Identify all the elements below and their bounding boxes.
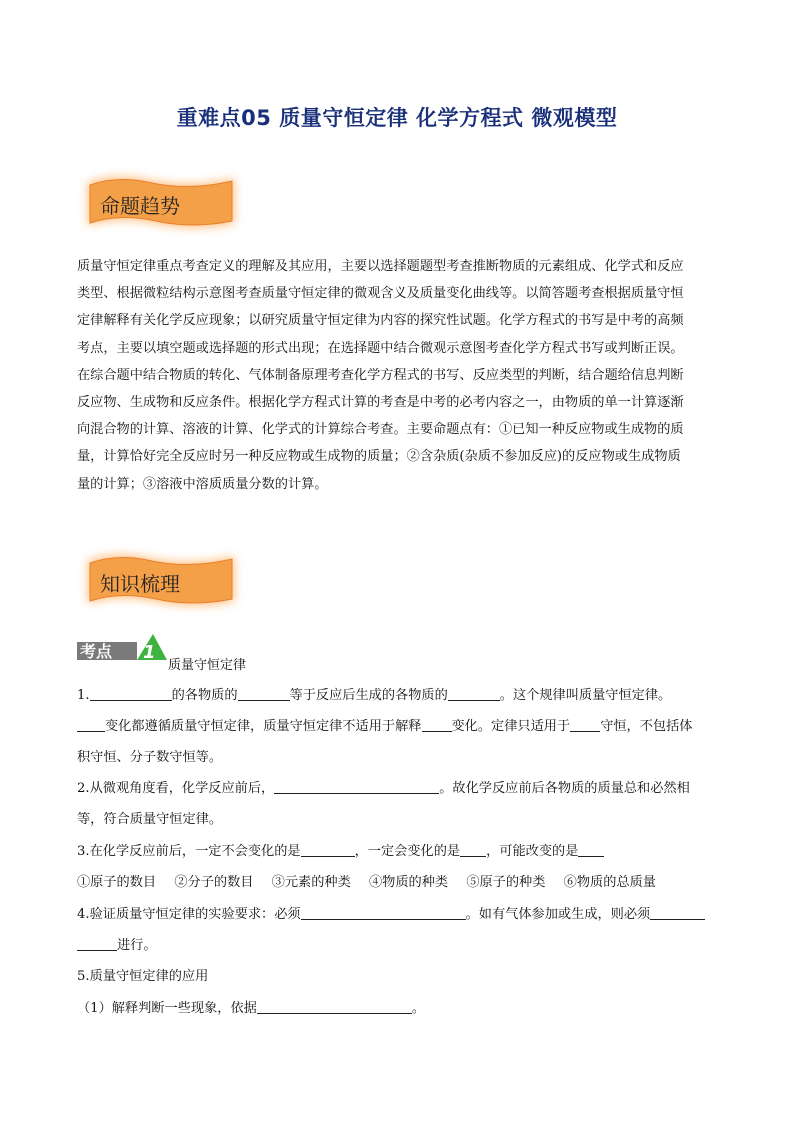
section-banner-knowledge <box>88 555 234 607</box>
item-line-6: 3.在化学反应前后，一定不会变化的是 ，一定会变化的是 ，可能改变的是 <box>77 840 727 859</box>
page-title: 重难点05 质量守恒定律 化学方程式 微观模型 <box>176 106 618 130</box>
banner-label: 命题趋势 <box>100 194 180 218</box>
fill-blank[interactable] <box>422 717 452 732</box>
item-line-3: 积守恒、分子数守恒等。 <box>77 750 223 765</box>
fill-blank[interactable] <box>77 936 117 951</box>
item-line-2: 变化都遵循质量守恒定律，质量守恒定律不适用于解释 变化。定律只适用于 守恒，不包括体 <box>77 715 727 734</box>
option-item: ③元素的种类 <box>271 875 351 890</box>
kaodian-badge-graphic <box>77 632 167 662</box>
item-line-4: 2.从微观角度看，化学反应前后， 。故化学反应前后各物质的质量总和必然相 <box>77 781 690 796</box>
options-line <box>77 871 727 890</box>
fill-blank[interactable] <box>238 686 290 701</box>
fill-blank[interactable] <box>301 842 355 857</box>
fill-blank[interactable] <box>301 905 466 920</box>
item-line-10: 5.质量守恒定律的应用 <box>77 969 209 984</box>
fill-blank[interactable] <box>90 686 172 701</box>
item-line-11: （1）解释判断一些现象，依据 。 <box>77 1001 426 1016</box>
paragraph-line: 反应物、生成物和反应条件。根据化学方程式计算的考查是中考的必考内容之一，由物质的单一计算逐渐 <box>77 395 684 411</box>
option-item: ①原子的数目 <box>77 875 157 890</box>
paragraph-line: 量的计算；③溶液中溶质质量分数的计算。 <box>77 476 328 492</box>
paragraph-line: 向混合物的计算、溶液的计算、化学式的计算综合考查。主要命题点有：①已知一种反应物或生成物的质 <box>77 422 684 438</box>
section-banner-trend <box>88 177 234 229</box>
fill-blank[interactable] <box>448 686 500 701</box>
fill-blank[interactable] <box>650 905 705 920</box>
item-line-1: 1. 的各物质的 等于反应后生成的各物质的 。这个规律叫质量守恒定律。 <box>77 688 672 703</box>
paragraph-line: 类型、根据微粒结构示意图考查质量守恒定律的微观含义及质量变化曲线等。以简答题考查根据质量守恒 <box>77 286 684 302</box>
item-line-9: 进行。 <box>77 934 727 953</box>
fill-blank[interactable] <box>460 842 486 857</box>
option-item: ⑤原子的种类 <box>466 875 546 890</box>
fill-blank[interactable] <box>570 717 600 732</box>
option-item: ④物质的种类 <box>368 875 449 890</box>
paragraph-line: 质量守恒定律重点考查定义的理解及其应用，主要以选择题题型考查推断物质的元素组成、化学式和反应 <box>77 259 684 274</box>
paragraph-line: 在综合题中结合物质的转化、气体制备原理考查化学方程式的书写、反应类型的判断，结合题给信息判断 <box>77 367 684 383</box>
item-line-8: 4.验证质量守恒定律的实验要求：必须 。如有气体参加或生成，则必须 <box>77 903 727 922</box>
fill-blank[interactable] <box>578 842 604 857</box>
fill-blank[interactable] <box>274 779 439 794</box>
fill-blank[interactable] <box>77 717 105 732</box>
item-line-5: 等，符合质量守恒定律。 <box>77 812 223 827</box>
trend-paragraph <box>77 253 717 498</box>
banner-label: 知识梳理 <box>100 572 180 596</box>
option-item: ⑥物质的总质量 <box>563 875 656 890</box>
fill-blank[interactable] <box>257 999 412 1014</box>
paragraph-line: 考点，主要以填空题或选择题的形式出现；在选择题中结合微观示意图考查化学方程式书写或判断正误。 <box>77 340 684 356</box>
paragraph-line: 定律解释有关化学反应现象；以研究质量守恒定律为内容的探究性试题。化学方程式的书写是中考的高频 <box>77 313 684 329</box>
kaodian-title: 质量守恒定律 <box>168 658 247 673</box>
kaodian-number: 1 <box>143 642 156 662</box>
kaodian-badge <box>77 632 167 662</box>
kaodian-badge-text: 考点 <box>80 642 113 661</box>
paragraph-line: 量，计算恰好完全反应时另一种反应物或生成物的质量；②含杂质(杂质不参加反应)的反应物或生成物质 <box>77 449 681 465</box>
option-item: ②分子的数目 <box>174 875 254 890</box>
